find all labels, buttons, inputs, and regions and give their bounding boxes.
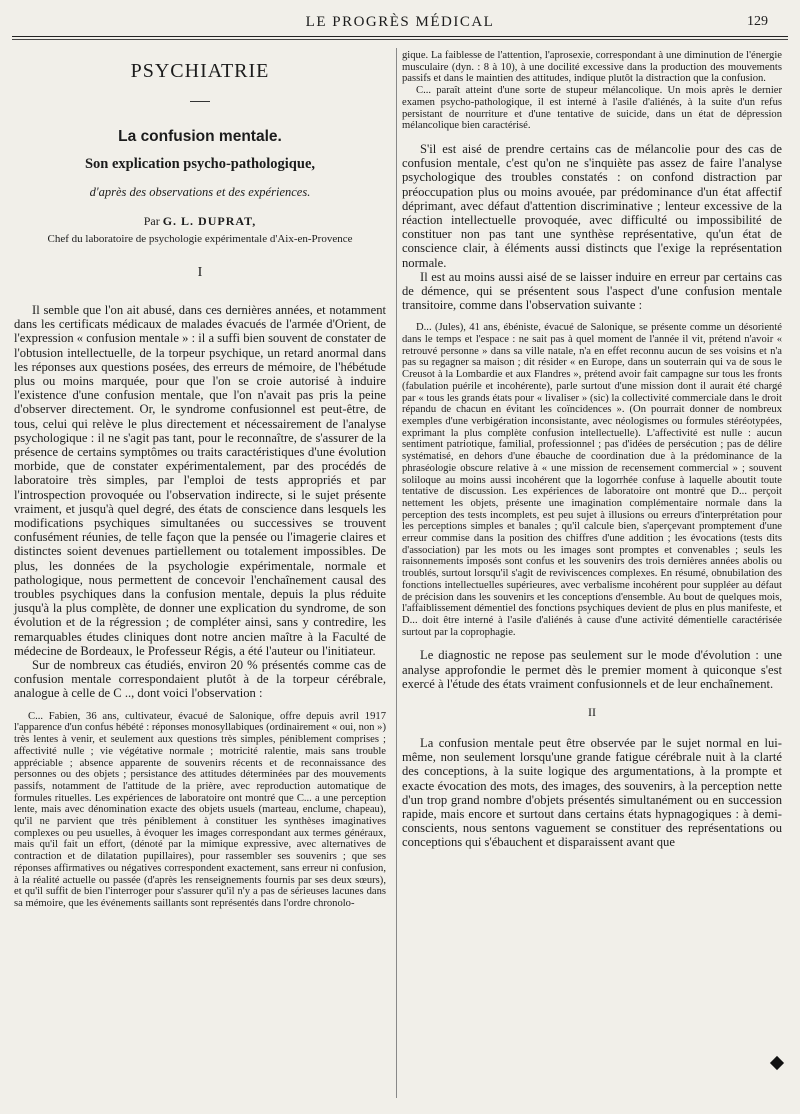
left-column [14,50,386,910]
observation-1-end: C... paraît atteint d'une sorte de stupeur mélancolique. Un mois après le dernier examen psycho-pathologique, il est interné à l'asile d'aliénés, à la suite d'un refus persistant de nourriture et d'une tentative de suicide, dans un état de dépression mélancolique bien caractérisé. [402,85,782,132]
spacer [402,312,782,322]
byline-prefix: Par [143,214,160,228]
observation-1-continued: gique. La faiblesse de l'attention, l'aprosexie, correspondant à une diminution de l'énergie musculaire (dyn. : 8 à 10), à une docilité excessive dans la production des mouvements passifs et dans le maintien des attitudes, indique plutôt la distraction que la confusion. [402,50,782,85]
part-numeral-2: II [588,704,596,719]
article-subtitle: Son explication psycho-pathologique, [84,156,316,172]
author-affiliation: Chef du laboratoire de psychologie expérimentale d'Aix-en-Provence [47,233,353,245]
right-column [402,50,782,850]
paragraph-2: Sur de nombreux cas étudiés, environ 20 % présentés comme cas de confusion mentale correspondaient plutôt à de la torpeur cérébrale, analogue à celle de C .., dont voici l'observation : [14,658,386,701]
paragraph-5: Le diagnostic ne repose pas seulement sur le mode d'évolution : une analyse approfondie le permet dès le premier moment à quiconque s'est exercé à l'étude des états vraiment confusionnels et de leur enchaînement. [402,648,782,691]
paragraph-3: S'il est aisé de prendre certains cas de mélancolie pour des cas de confusion mentale, c'est qu'on ne s'inquiète pas assez de faire l'analyse psychologique des troubles constatés : on confond distraction par préoccupation plus ou moins avouée, par prédominance d'un état affectif déprimant, avec défaut d'attention discriminative ; lenteur excessive de la réaction intellectuelle provoquée, avec difficulté ou impossibilité de constituer non pas tant une synthèse représentative, qu'un état de conscience clair, à éléments aussi distincts que l'exige la représentation normale. [402,141,782,270]
paragraph-1: Il semble que l'on ait abusé, dans ces dernières années, et notamment dans les certificats médicaux de malades évacués de l'armée d'Orient, de l'expression « confusion mentale » : il a suffi bien souvent de constater de l'obtusion intellectuelle, de la torpeur psychique, un retard anormal dans les réponses aux questions posées, des erreurs de mémoire, de l'hébétude plus ou moins marquée, pour que l'on se croie autorisé à induire l'existence d'une confusion mentale, que l'on n'avait pas pris la peine d'observer directement. Or, le syndrome confusionnel est peut-être, de tous, celui qui relève le plus directement et nécessairement de l'analyse psychologique : il ne s'agit pas tant, pour le reconnaître, de s'assurer de la présence de certains symptômes ou traits caractéristiques d'une évolution morbide, que de constater expérimentalement, par des procédés de laboratoire très simples, par l'emploi de tests appropriés et par l'introspection provoquée ou l'observation indirecte, si le sujet présente vraiment, et jusqu'à quel degré, des états de conscience dans lesquels les modifications psychiques simultanées ou successives se trouvent confusément réunies, de telle façon que la pensée ou l'imagerie claires et distinctes soient devenues partiellement ou totalement impossibles. De plus, les données de la psychologie expérimentale, normale et pathologique, nous permettent de concevoir l'enchaînement causal des troubles psychiques dans la confusion mentale, depuis la plus réduite jusqu'à la plus complète, de donner une explication du syndrome, de son évolution et de la régression ; de compléter ainsi, sans y contredire, les remarquables études cliniques dont notre ancien maître à la Faculté de médecine de Bordeaux, le Professeur Régis, a été l'auteur ou l'initiateur. [14,303,386,658]
observation-2: D... (Jules), 41 ans, ébéniste, évacué de Salonique, se présente comme un désorienté dans le temps et l'espace : ne sait pas à quel moment de l'année il vit, prétend n'avoir « retrouvé personne » dans sa ville natale, n'a en effet reconnu aucun de ses voisins et n'a pas su regagner sa maison ; dit résider « en Europe, dans un souterrain qui va de sous le Creusot à la Lombardie et aux Flandres », prétend avoir fait campagne sur tous les fronts (fabulation puérile et incohérente), parle surtout d'une mission dont il aurait été chargé par « tous les grands états pour « livaliser » (sic) la collectivité commerciale dans le droit répandu de chacun en évitant les coïncidences ». (On pourrait donner de nombreux exemples d'une verbigération inconsistante, avec néologismes ou formules stéréotypées, exprimant la plus complète confusion intellectuelle). L'affectivité est nulle : aucun sentiment patriotique, familial, professionnel ; pas d'idées de persécution ; pas de délire systématisé, en dehors d'une ébauche de coordination due à la prédominance de la phraséologie obscure relative à « une mission de recensement commercial » ; souvent soliloque au moins aussi incohérent que la logorrhée confuse à laquelle aboutit toute tentative de discussion. Les expériences de laboratoire ont montré que D... perçoit nettement les objets, présente une imagination complémentaire normale dans la perception des tests incomplets, est peu sujet à illusions ou erreurs d'interprétation pour les perceptions simples et banales ; qu'il calcule bien, s'aperçevant promptement d'une erreur commise dans la position des chiffres d'une addition ; les évocations (tests dits d'association) par les mots ou les images sont promptes et convenables ; seuls les raisonnements imposés sont confus et les souvenirs des trois dernières années abolis ou troublés, surtout lorsqu'il s'agit de reviviscences complexes. En résumé, obnubilation des fonctions intellectuelles supérieures, avec verbalisme incohérent pour suppléer au défaut de précision dans les souvenirs et les conceptions d'ensemble. Au bout de quelques mois, l'affaiblissement démentiel des fonctions psychiques devient de plus en plus manifeste, et D... doit être interné à l'asile d'aliénés à cause d'une activité démentielle caractérisée surtout par la coprophagie. [402,322,782,638]
diamond-ornament-icon [770,1056,784,1070]
observation-1: C... Fabien, 36 ans, cultivateur, évacué de Salonique, offre depuis avril 1917 l'apparence d'un confus hébété : réponses monosyllabiques (ordinairement « oui, non ») très lentes à venir, et seulement aux questions très simples, péniblement comprises ; affectivité nulle ; vie végétative normale ; motricité ralentie, mais sans trouble appréciable ; absence apparente de souvenirs récents et de reconnaissance des personnes ou des objets ; persistance des attitudes déterminées par des mouvements passifs, notamment de l'attitude de la prière, avec reproduction automatique de formules rituelles. Les expériences de laboratoire ont montré que C... a une perception lente, mais avec dénomination exacte des objets usuels (marteau, enclume, chapeau), qu'il ne parvient que très péniblement à constituer les synthèses imaginatives complexes ou peu usuelles, à évoquer les images correspondant aux termes généraux, mais qu'il fait un effort, (dénoté par la mimique expressive, avec alternatives de contraction et de dilatation pupillaires), pour rassembler ses souvenirs ; que ses réponses affirmatives ou négatives correspondent exactement, sans erreur ni confusion, à la réalité actuelle ou passée (d'après les renseignements fournis par ses deux sœurs), et qu'il suffit de bien l'interroger pour s'assurer qu'il n'y a pas de sérieuses lacunes dans sa mémoire, que les événements saillants sont représentés dans l'ordre chronolo- [14,710,386,909]
page-number: 129 [747,14,768,29]
spacer [402,132,782,142]
column-divider [396,48,397,1098]
spacer [14,701,386,711]
paragraph-4: Il est au moins aussi aisé de se laisser induire en erreur par certains cas de démence, qui se présentent sous l'aspect d'une confusion mentale transitoire, comme dans l'observation suivante : [402,269,782,313]
section-divider [190,101,210,102]
page-header [0,14,800,36]
header-rule [12,36,788,37]
spacer [402,638,782,648]
part-numeral-1: I [197,265,203,280]
author-name: G. L. DUPRAT, [162,214,257,228]
journal-title: LE PROGRÈS MÉDICAL [305,14,495,30]
article-title: La confusion mentale. [118,128,282,145]
header-rule-thin [12,39,788,40]
article-subtitle-italic: d'après des observations et des expériences. [89,185,311,199]
section-title: PSYCHIATRIE [130,60,270,82]
paragraph-6: La confusion mentale peut être observée par le sujet normal en lui-même, non seulement lorsqu'une grande fatigue cérébrale nuit à la clarté des conceptions, à la suite logique des argumentations, à la prompte et exacte évocation des mots, des images, des souvenirs, à la perception nette d'un trop grand nombre d'objets présentés simultanément ou en succession rapide, mais encore et surtout dans certains états hypnagogiques : à demi-conscients, nous sentons vaguement se constituer des représentations ou conceptions qui s'ébauchent et disparaissent avant que [402,735,782,850]
byline [14,214,386,229]
